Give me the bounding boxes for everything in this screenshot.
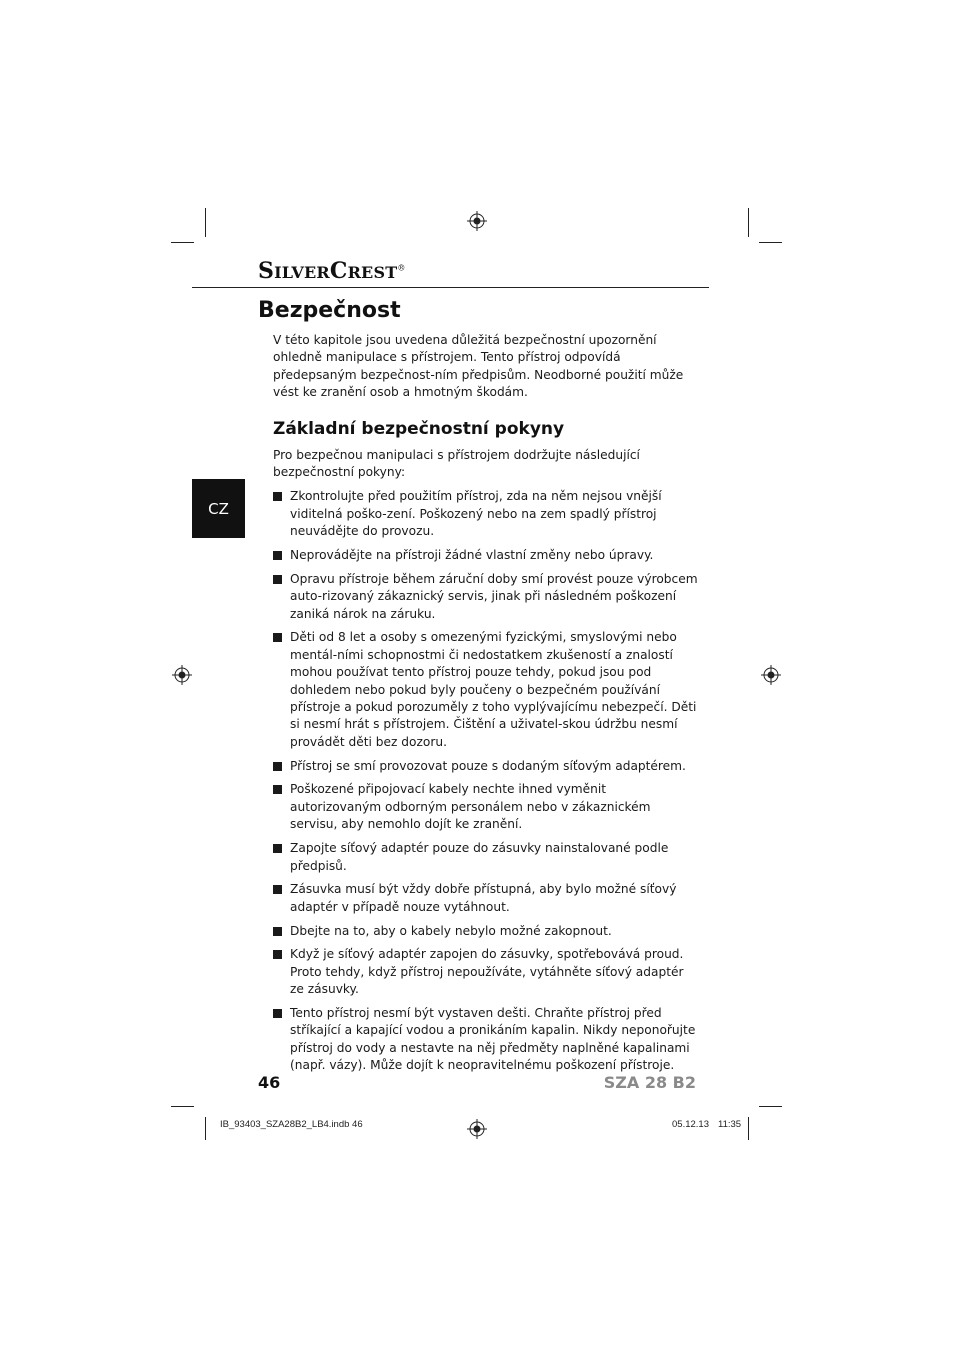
page-number: 46 [258, 1073, 281, 1092]
main-content [273, 332, 698, 1081]
crop-mark [171, 1106, 194, 1107]
square-bullet-icon [273, 551, 282, 560]
square-bullet-icon [273, 950, 282, 959]
list-item: Zásuvka musí být vždy dobře přístupná, aby bylo možné síťový adaptér v případě nouze vytáhnout. [273, 881, 698, 916]
intro-paragraph: V této kapitole jsou uvedena důležitá bezpečnostní upozornění ohledně manipulace s přístrojem. Tento přístroj odpovídá předepsaným bezpečnost-ním předpisům. Neodborné použití může vést ke zranění osob a hmotným škodám. [273, 333, 684, 400]
crop-mark [748, 1117, 749, 1140]
registration-mark-icon [467, 1119, 487, 1139]
section-heading: Základní bezpečnostní pokyny [273, 418, 565, 439]
list-item: Dbejte na to, aby o kabely nebylo možné zakopnout. [273, 923, 698, 940]
crop-mark [171, 242, 194, 243]
list-item: Neprovádějte na přístroji žádné vlastní změny nebo úpravy. [273, 547, 698, 564]
square-bullet-icon [273, 785, 282, 794]
crop-mark [205, 208, 206, 237]
list-item: Opravu přístroje během záruční doby smí provést pouze výrobcem auto-rizovaný zákaznický servis, jinak při následném poškození zaniká nárok na záruku. [273, 571, 698, 623]
brand-logo: SILVERCREST® [258, 258, 406, 284]
list-item: Zapojte síťový adaptér pouze do zásuvky nainstalované podle předpisů. [273, 840, 698, 875]
section-lead: Pro bezpečnou manipulaci s přístrojem dodržujte následující bezpečnostní pokyny: [273, 447, 640, 480]
language-tab: CZ [192, 479, 245, 538]
square-bullet-icon [273, 1009, 282, 1018]
slug-date: 05.12.13 [672, 1119, 709, 1130]
list-item: Děti od 8 let a osoby s omezenými fyzickými, smyslovými nebo mentál-ními schopnostmi či nedostatkem zkušeností a znalostí mohou používat tento přístroj pouze tehdy, pokud jsou pod dohledem nebo pokud byly poučeny o bezpečném používání přístroje a pokud porozuměly z toho vyplývajícímu nebezpečí. Děti si nesmí hrát s přístrojem. Čištění a uživatel-skou údržbu nesmí provádět děti bez dozoru. [273, 629, 698, 751]
square-bullet-icon [273, 492, 282, 501]
model-number: SZA 28 B2 [603, 1073, 696, 1092]
crop-mark [759, 1106, 782, 1107]
list-item: Zkontrolujte před použitím přístroj, zda na něm nejsou vnější viditelná poško-zení. Poškozený nebo na zem spadlý přístroj neuvádějte do provozu. [273, 488, 698, 540]
crop-mark [748, 208, 749, 237]
registration-mark-icon [761, 665, 781, 685]
crop-mark [205, 1117, 206, 1140]
square-bullet-icon [273, 633, 282, 642]
square-bullet-icon [273, 885, 282, 894]
page-title: Bezpečnost [258, 298, 401, 323]
list-item: Poškozené připojovací kabely nechte ihned vyměnit autorizovaným odborným personálem nebo v zákaznickém servisu, aby nemohlo dojít ke zranění. [273, 781, 698, 833]
registration-mark-icon [172, 665, 192, 685]
list-item: Tento přístroj nesmí být vystaven dešti. Chraňte přístroj před stříkající a kapající vodou a pronikáním kapalin. Nikdy neponořujte přístroj do vody a nestavte na něj předměty naplněné kapalinami (např. vázy). Může dojít k neopravitelnému poškození přístroje. [273, 1005, 698, 1075]
list-item: Když je síťový adaptér zapojen do zásuvky, spotřebovává proud. Proto tehdy, když přístroj nepoužíváte, vytáhněte síťový adaptér ze zásuvky. [273, 946, 698, 998]
slug-file: IB_93403_SZA28B2_LB4.indb 46 [220, 1119, 363, 1130]
crop-mark [759, 242, 782, 243]
safety-list [273, 488, 698, 1074]
square-bullet-icon [273, 927, 282, 936]
square-bullet-icon [273, 762, 282, 771]
header-rule [192, 287, 709, 288]
list-item: Přístroj se smí provozovat pouze s dodaným síťovým adaptérem. [273, 758, 698, 775]
registration-mark-icon [467, 211, 487, 231]
slug-time: 11:35 [718, 1119, 742, 1130]
square-bullet-icon [273, 844, 282, 853]
square-bullet-icon [273, 575, 282, 584]
